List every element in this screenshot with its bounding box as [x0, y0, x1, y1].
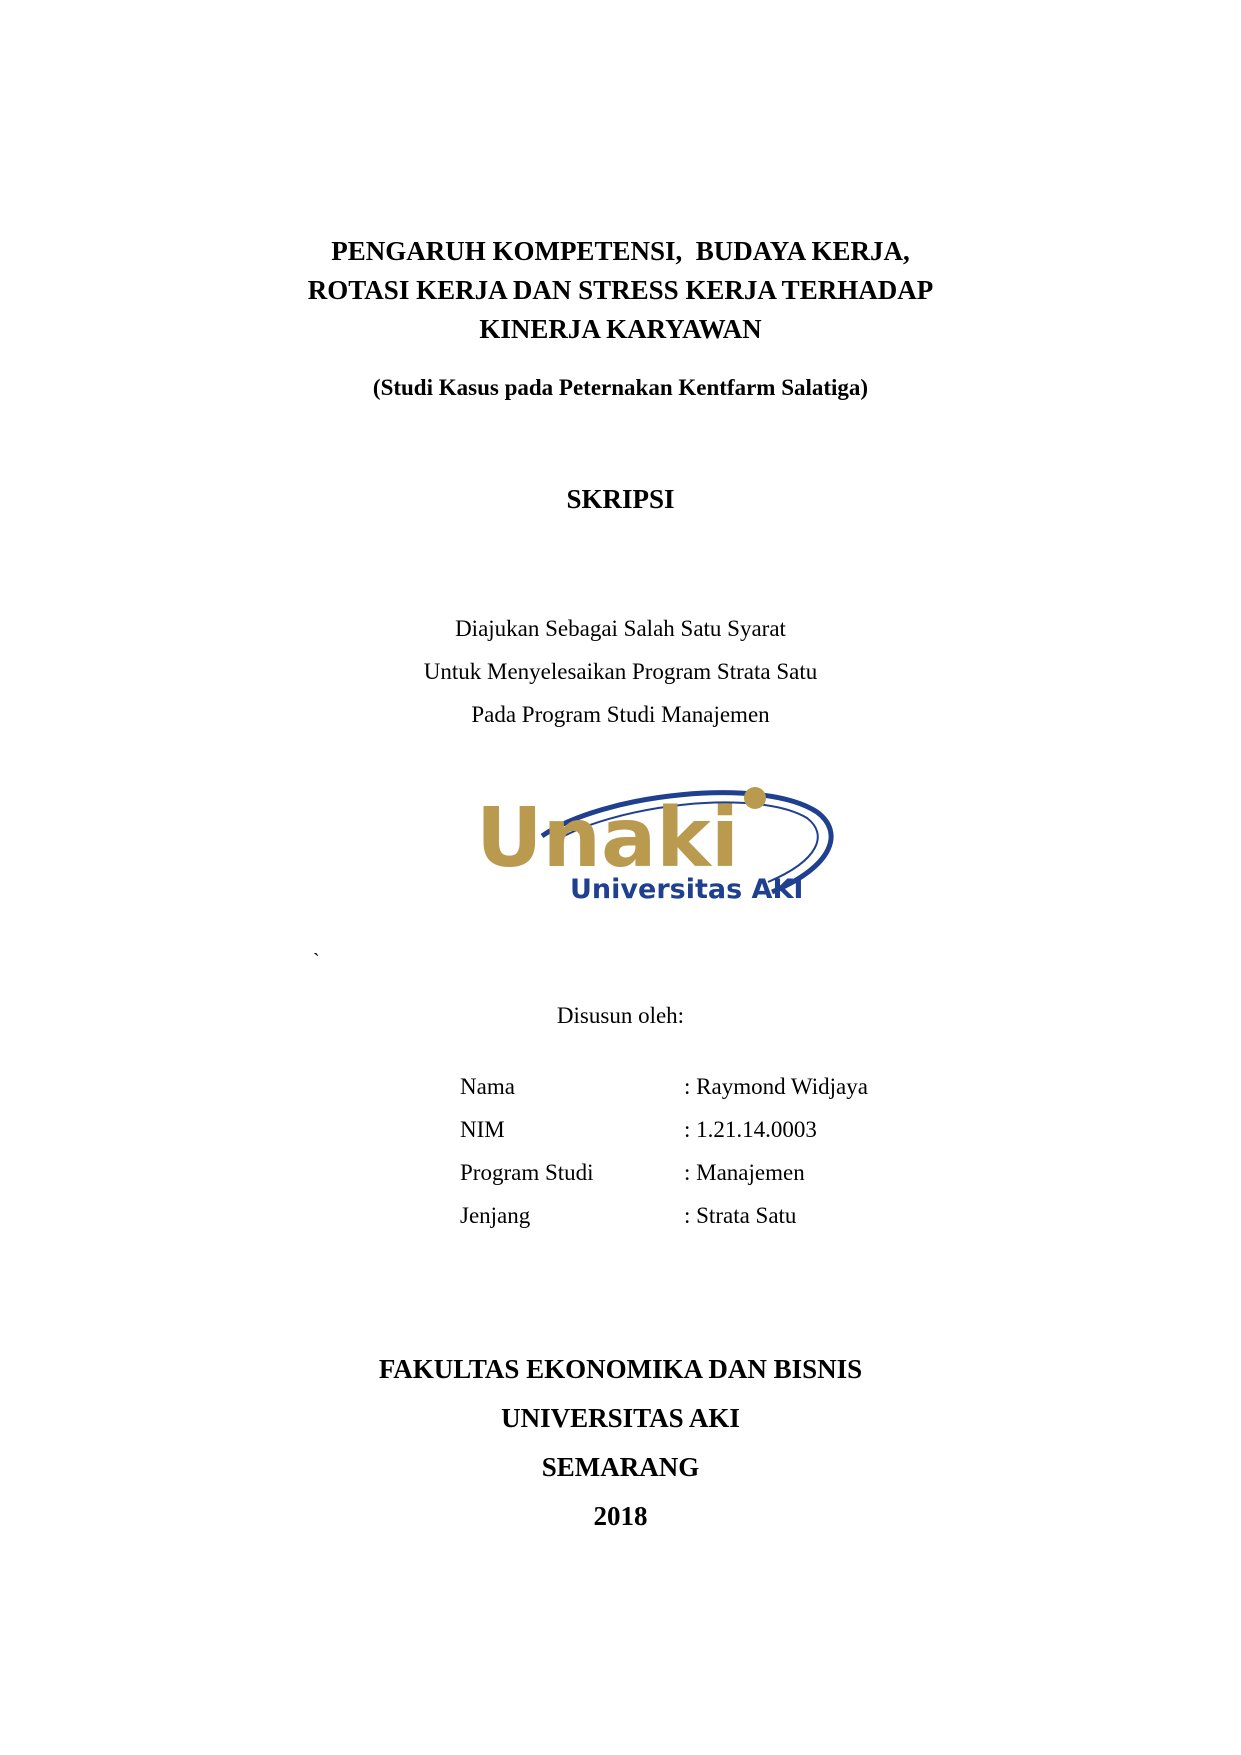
- purpose-line: Untuk Menyelesaikan Program Strata Satu: [423, 659, 818, 684]
- globe-icon: [744, 787, 766, 809]
- institution-block: [0, 1345, 1241, 1541]
- thesis-title: [0, 232, 1241, 349]
- purpose-line: Diajukan Sebagai Salah Satu Syarat: [455, 616, 786, 641]
- info-value: : Manajemen: [684, 1160, 805, 1185]
- info-key: Jenjang: [460, 1203, 531, 1228]
- document-type: SKRIPSI: [566, 484, 675, 514]
- author-label: Disusun oleh:: [556, 1003, 685, 1028]
- stray-mark: `: [313, 950, 320, 972]
- info-value: : 1.21.14.0003: [684, 1117, 817, 1142]
- purpose-line: Pada Program Studi Manajemen: [471, 702, 770, 727]
- city-name: SEMARANG: [541, 1452, 700, 1482]
- faculty-name: FAKULTAS EKONOMIKA DAN BISNIS: [378, 1354, 863, 1384]
- university-logo: [472, 784, 842, 904]
- info-value: : Strata Satu: [684, 1203, 797, 1228]
- case-study-subtitle: (Studi Kasus pada Peternakan Kentfarm Salatiga): [372, 375, 869, 400]
- year: 2018: [593, 1501, 648, 1531]
- logo-wordmark: Unaki: [476, 791, 739, 886]
- logo-tagline: Universitas AKI: [570, 874, 804, 904]
- info-value: : Raymond Widjaya: [684, 1074, 868, 1099]
- info-key: Nama: [460, 1074, 515, 1099]
- title-line: KINERJA KARYAWAN: [479, 314, 762, 344]
- purpose-statement: [0, 607, 1241, 736]
- info-key: NIM: [460, 1117, 505, 1142]
- title-line: PENGARUH KOMPETENSI, BUDAYA KERJA,: [331, 236, 910, 266]
- university-name: UNIVERSITAS AKI: [501, 1403, 740, 1433]
- info-key: Program Studi: [460, 1160, 594, 1185]
- title-line: ROTASI KERJA DAN STRESS KERJA TERHADAP: [307, 275, 934, 305]
